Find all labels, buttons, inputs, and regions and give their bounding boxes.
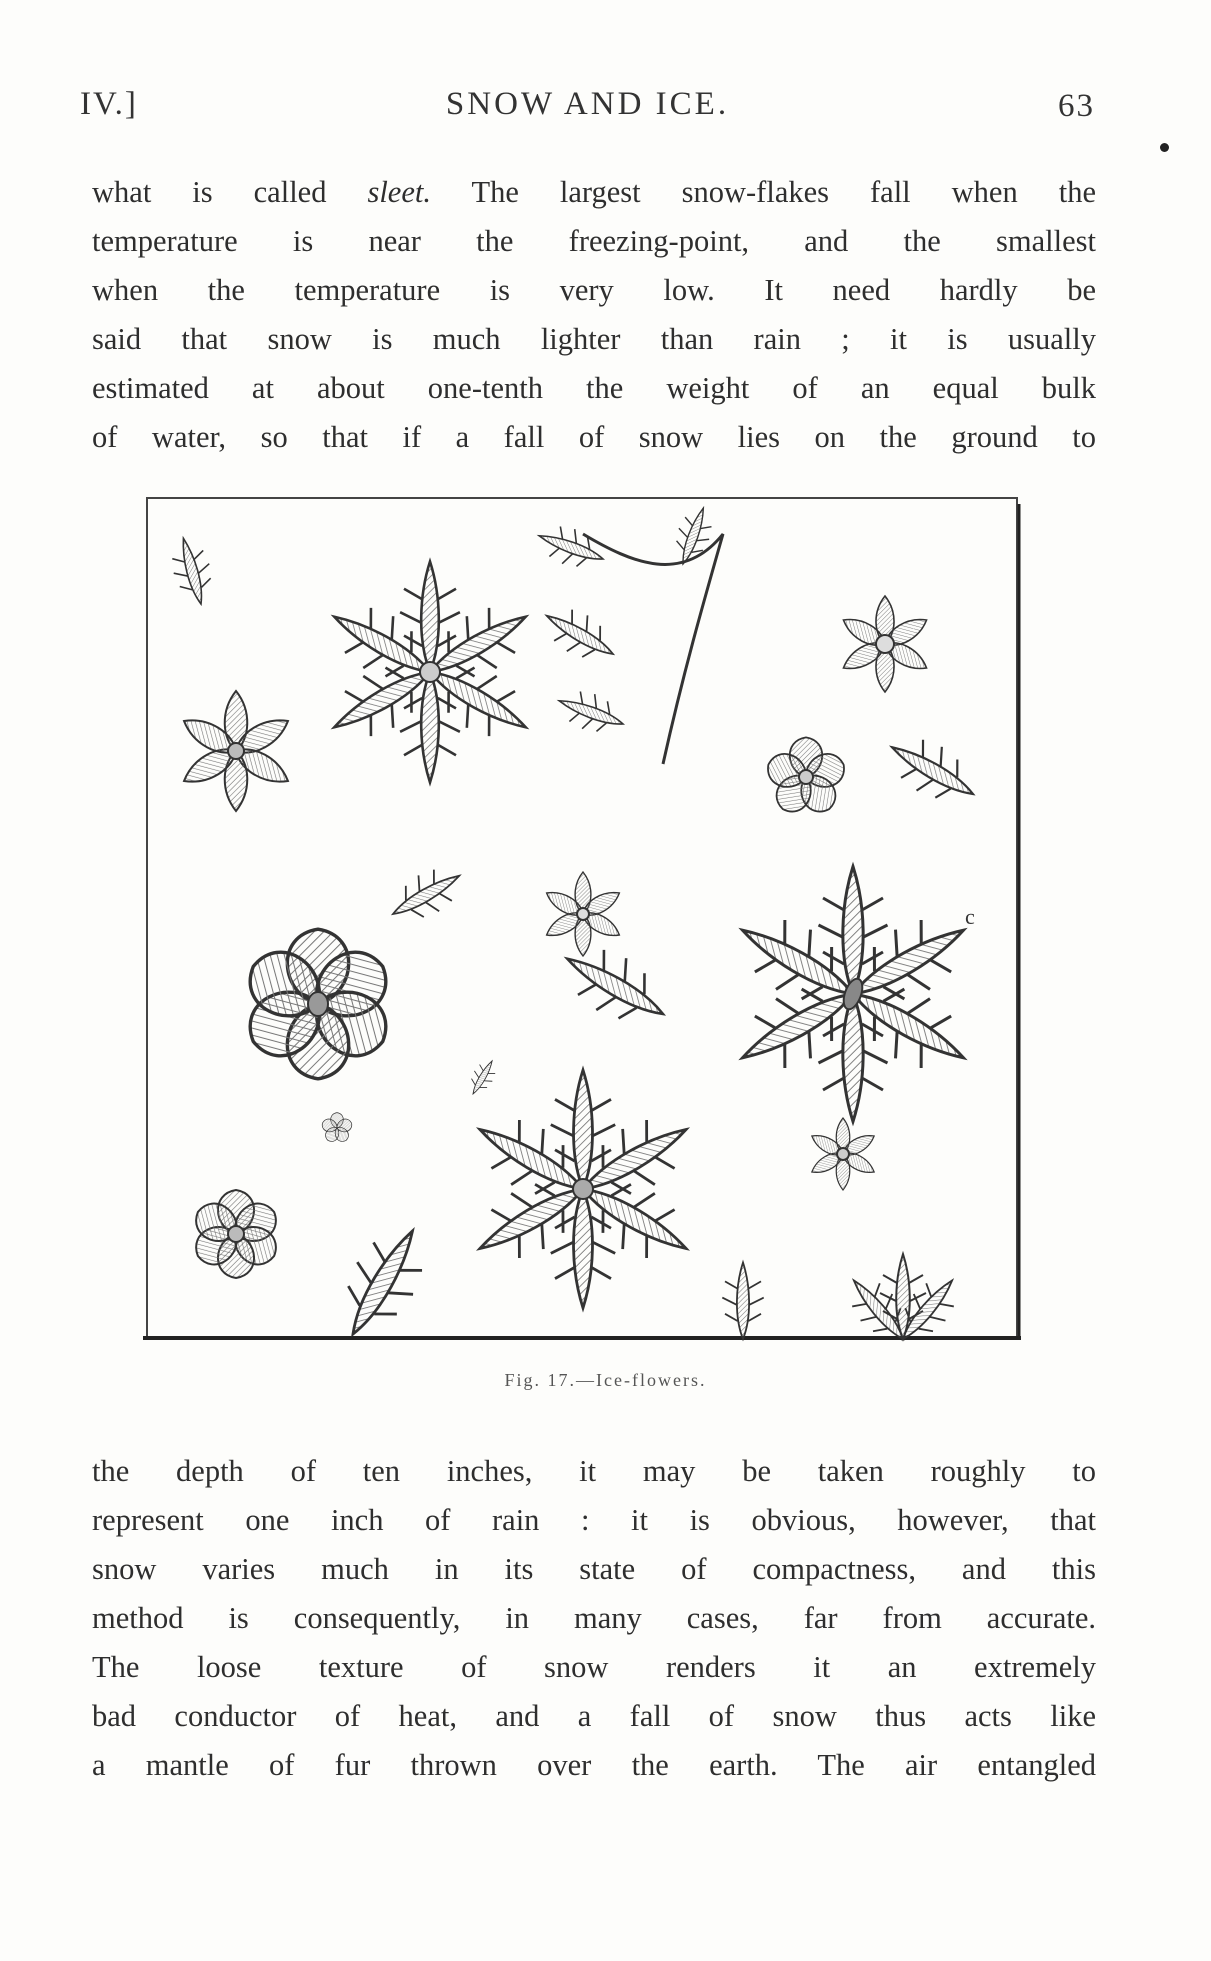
text-line: method is consequently, in many cases, far from accurate. bbox=[92, 1601, 1096, 1635]
ice-plant-bottom-right bbox=[838, 1254, 968, 1346]
ice-flower-six-petal bbox=[178, 691, 293, 811]
figure-caption: Fig. 17.—Ice-flowers. bbox=[504, 1370, 707, 1390]
ice-branch-fern bbox=[533, 503, 723, 764]
text-line: said that snow is much lighter than rain ; it is usually bbox=[92, 322, 1096, 356]
italic-term: sleet. bbox=[367, 175, 431, 209]
text-line: estimated at about one-tenth the weight of an equal bulk bbox=[92, 371, 1096, 405]
text-line bbox=[92, 168, 1096, 217]
text-line: the depth of ten inches, it may be taken roughly to bbox=[92, 1454, 1096, 1488]
ice-flower-star-c bbox=[725, 867, 980, 1122]
text-run: what is called bbox=[92, 175, 368, 209]
ice-flowers-illustration bbox=[143, 494, 1023, 1346]
ice-sprig bbox=[464, 1056, 501, 1099]
ice-fern-bottom bbox=[325, 1215, 440, 1346]
ice-flower-small-star bbox=[808, 1118, 877, 1190]
ink-speck bbox=[1160, 143, 1169, 152]
chapter-label: IV.] bbox=[80, 86, 138, 122]
ice-fern-stub bbox=[722, 1263, 763, 1340]
page-title: SNOW AND ICE. bbox=[445, 86, 730, 122]
paragraph-bottom bbox=[92, 1447, 1096, 1790]
text-line: bad conductor of heat, and a fall of snow thus acts like bbox=[92, 1699, 1096, 1733]
running-header bbox=[80, 86, 1095, 126]
text-line: a mantle of fur thrown over the earth. The air entangled bbox=[92, 1748, 1096, 1782]
text-line: of water, so that if a fall of snow lies on the ground to bbox=[92, 420, 1096, 454]
ice-bud bbox=[320, 1113, 353, 1145]
ice-flower-rosette bbox=[763, 737, 848, 818]
text-line: snow varies much in its state of compactness, and this bbox=[92, 1552, 1096, 1586]
ice-flower-thin-star bbox=[543, 872, 624, 956]
ice-flower-large-fern-star bbox=[464, 1070, 702, 1308]
text-line: when the temperature is very low. It need hardly be bbox=[92, 273, 1096, 307]
ice-flower-large-round bbox=[238, 929, 398, 1079]
text-run: The largest snow-flakes fall when the bbox=[431, 175, 1096, 209]
ice-fern-diagonal bbox=[552, 933, 678, 1040]
text-line: The loose texture of snow renders it an extremely bbox=[92, 1650, 1096, 1684]
ice-flower-bottom-left bbox=[189, 1190, 283, 1278]
text-line: temperature is near the freezing-point, and the smallest bbox=[92, 224, 1096, 258]
ice-leaf-edge bbox=[879, 725, 985, 816]
ice-flower-large-star bbox=[319, 562, 540, 783]
text-line: represent one inch of rain : it is obvious, however, that bbox=[92, 1503, 1096, 1537]
figure-label-c: c bbox=[965, 904, 975, 929]
ice-flower-star-small bbox=[839, 596, 931, 692]
ice-leaf-small bbox=[166, 534, 219, 609]
page-number: 63 bbox=[1058, 88, 1095, 124]
paragraph-top bbox=[92, 168, 1096, 462]
ice-flowers-figure bbox=[143, 494, 1023, 1346]
ice-feather bbox=[383, 858, 470, 932]
